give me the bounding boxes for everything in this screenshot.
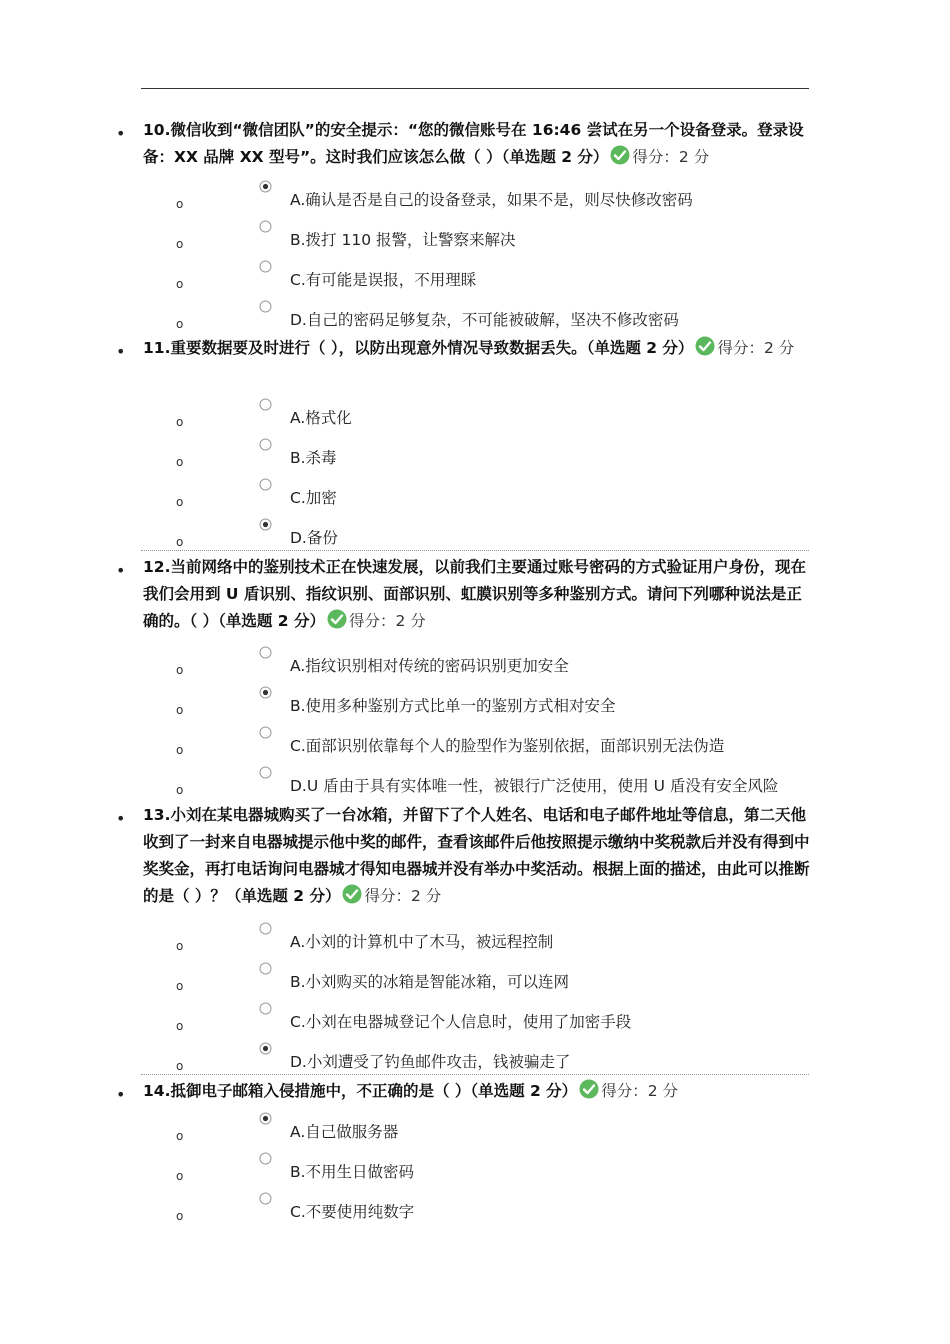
option-label: C.有可能是误报，不用理睬 xyxy=(290,271,477,289)
radio-icon[interactable] xyxy=(259,1002,272,1015)
option-label: B.小刘购买的冰箱是智能冰箱，可以连网 xyxy=(290,973,570,991)
option-label: A.格式化 xyxy=(290,409,352,427)
question-text: 13.小刘在某电器城购买了一台冰箱，并留下了个人姓名、电话和电子邮件地址等信息，第二天他收到了一封来自电器城提示他中奖的邮件，查看该邮件后他按照提示缴纳中奖税款后并没有得到中奖奖金，再打电话询问电器城才得知电器城并没有举办中奖活动。根据上面的描述，由此可以推断的是（ ）？（单选题 2 分） 得分：2 分 xyxy=(143,802,815,913)
option-a[interactable] xyxy=(0,1114,950,1154)
bullet: • xyxy=(116,124,126,143)
option-bullet: o xyxy=(176,979,184,993)
check-icon xyxy=(610,145,630,174)
check-icon xyxy=(579,1079,599,1108)
option-c[interactable] xyxy=(0,1004,950,1044)
radio-selected-icon[interactable] xyxy=(259,1042,272,1055)
option-label: A.确认是否是自己的设备登录，如果不是，则尽快修改密码 xyxy=(290,191,693,209)
radio-icon[interactable] xyxy=(259,260,272,273)
score-label: 得分：2 分 xyxy=(717,339,795,357)
option-label: A.自己做服务器 xyxy=(290,1123,399,1141)
option-b[interactable] xyxy=(0,222,950,262)
radio-icon[interactable] xyxy=(259,766,272,779)
option-b[interactable] xyxy=(0,964,950,1004)
option-bullet: o xyxy=(176,197,184,211)
option-c[interactable] xyxy=(0,728,950,768)
option-c[interactable] xyxy=(0,262,950,302)
question-text: 14.抵御电子邮箱入侵措施中，不正确的是（ ）（单选题 2 分） 得分：2 分 xyxy=(143,1078,815,1108)
option-bullet: o xyxy=(176,1169,184,1183)
option-bullet: o xyxy=(176,783,184,797)
radio-selected-icon[interactable] xyxy=(259,518,272,531)
option-label: C.面部识别依靠每个人的脸型作为鉴别依据，面部识别无法伪造 xyxy=(290,737,725,755)
option-label: B.拨打 110 报警，让警察来解决 xyxy=(290,231,516,249)
bullet: • xyxy=(116,342,126,361)
option-label: D.小刘遭受了钓鱼邮件攻击，钱被骗走了 xyxy=(290,1053,571,1071)
radio-icon[interactable] xyxy=(259,438,272,451)
question-text: 10.微信收到“微信团队”的安全提示：“您的微信账号在 16:46 尝试在另一个设备登录。登录设备：XX 品牌 XX 型号”。这时我们应该怎么做（ ）（单选题 2 分） 得分：2 分 xyxy=(143,117,815,174)
radio-icon[interactable] xyxy=(259,300,272,313)
option-bullet: o xyxy=(176,663,184,677)
check-icon xyxy=(695,336,715,365)
option-label: A.小刘的计算机中了木马，被远程控制 xyxy=(290,933,554,951)
question-text: 12.当前网络中的鉴别技术正在快速发展，以前我们主要通过账号密码的方式验证用户身份，现在我们会用到 U 盾识别、指纹识别、面部识别、虹膜识别等多种鉴别方式。请问下列哪种说法是正确的。（ ）（单选题 2 分） 得分：2 分 xyxy=(143,554,815,638)
option-bullet: o xyxy=(176,277,184,291)
option-c[interactable] xyxy=(0,480,950,520)
option-label: C.加密 xyxy=(290,489,337,507)
radio-icon[interactable] xyxy=(259,220,272,233)
option-bullet: o xyxy=(176,1059,184,1073)
option-c[interactable] xyxy=(0,1194,950,1234)
option-bullet: o xyxy=(176,1129,184,1143)
option-label: D.U 盾由于具有实体唯一性，被银行广泛使用，使用 U 盾没有安全风险 xyxy=(290,777,779,795)
option-label: D.备份 xyxy=(290,529,338,547)
radio-selected-icon[interactable] xyxy=(259,686,272,699)
option-bullet: o xyxy=(176,455,184,469)
score-label: 得分：2 分 xyxy=(632,148,710,166)
option-bullet: o xyxy=(176,237,184,251)
option-b[interactable] xyxy=(0,688,950,728)
option-a[interactable] xyxy=(0,924,950,964)
option-bullet: o xyxy=(176,495,184,509)
radio-icon[interactable] xyxy=(259,398,272,411)
check-icon xyxy=(342,884,362,913)
option-label: A.指纹识别相对传统的密码识别更加安全 xyxy=(290,657,569,675)
option-label: C.小刘在电器城登记个人信息时，使用了加密手段 xyxy=(290,1013,632,1031)
option-bullet: o xyxy=(176,317,184,331)
option-bullet: o xyxy=(176,1019,184,1033)
radio-icon[interactable] xyxy=(259,1152,272,1165)
option-a[interactable] xyxy=(0,648,950,688)
option-label: B.杀毒 xyxy=(290,449,337,467)
radio-icon[interactable] xyxy=(259,726,272,739)
score-label: 得分：2 分 xyxy=(364,887,442,905)
option-label: B.使用多种鉴别方式比单一的鉴别方式相对安全 xyxy=(290,697,616,715)
score-label: 得分：2 分 xyxy=(348,612,426,630)
option-bullet: o xyxy=(176,703,184,717)
check-icon xyxy=(327,609,347,638)
radio-selected-icon[interactable] xyxy=(259,1112,272,1125)
score-label: 得分：2 分 xyxy=(601,1082,678,1100)
option-a[interactable] xyxy=(0,182,950,222)
option-b[interactable] xyxy=(0,1154,950,1194)
option-label: D.自己的密码足够复杂，不可能被破解，坚决不修改密码 xyxy=(290,311,679,329)
option-bullet: o xyxy=(176,1209,184,1223)
option-bullet: o xyxy=(176,535,184,549)
radio-icon[interactable] xyxy=(259,478,272,491)
radio-icon[interactable] xyxy=(259,962,272,975)
option-a[interactable] xyxy=(0,400,950,440)
radio-icon[interactable] xyxy=(259,1192,272,1205)
bullet: • xyxy=(116,809,126,828)
top-divider xyxy=(141,88,809,89)
option-b[interactable] xyxy=(0,440,950,480)
option-bullet: o xyxy=(176,939,184,953)
bullet: • xyxy=(116,561,126,580)
radio-icon[interactable] xyxy=(259,922,272,935)
option-label: B.不用生日做密码 xyxy=(290,1163,415,1181)
bullet: • xyxy=(116,1085,126,1104)
option-label: C.不要使用纯数字 xyxy=(290,1203,415,1221)
radio-icon[interactable] xyxy=(259,646,272,659)
option-bullet: o xyxy=(176,415,184,429)
radio-selected-icon[interactable] xyxy=(259,180,272,193)
option-bullet: o xyxy=(176,743,184,757)
question-text: 11.重要数据要及时进行（ ），以防出现意外情况导致数据丢失。（单选题 2 分） 得分：2 分 xyxy=(143,335,815,365)
